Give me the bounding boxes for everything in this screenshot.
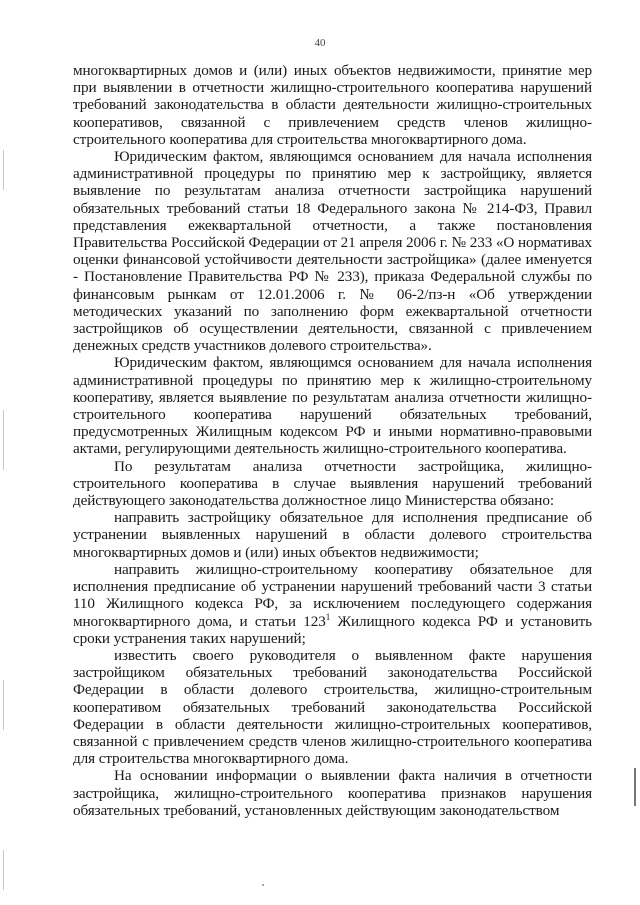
paragraph-continuation [73,62,592,148]
paragraph-based-on-information [73,767,592,819]
paragraph-text: По результатам анализа отчетности застройщика, жилищно-строительного кооператива в случае выявления нарушений требований действующего законодательства должностное лицо Министерства обязано: [73,457,592,510]
superscript: 1 [325,611,331,622]
scan-edge-mark [3,680,4,730]
paragraph-notify-head [73,647,592,767]
page-number: 40 [314,37,326,49]
paragraph-legal-fact-cooperative [73,354,592,457]
paragraph-order-developer [73,509,592,561]
scan-edge-mark [3,150,4,190]
paragraph-text: известить своего руководителя о выявленном факте нарушения застройщиком обязательных требований законодательства Российской Федерации в области долевого строительства, жилищно-строительным кооперативом обязательных требований законодательства Российской Федерации в области деятельности жилищно-строительных кооперативов, связанной с привлечением средств членов жилищно-строительного кооператива для строительства многоквартирного дома. [73,646,592,768]
paragraph-order-cooperative [73,561,592,647]
paragraph-text: Юридическим фактом, являющимся основанием для начала исполнения административной процедуры по принятию мер к застройщику, является выявление по результатам анализа отчетности застройщика нарушений обязательных требований статьи 18 Федерального закона № 214-ФЗ, Правил представления ежеквартальной отчетности, а также постановления Правительства Российской Федерации от 21 апреля 2006 г. № 233 «О нормативах оценки финансовой устойчивости деятельности застройщика» (далее именуется - Постановление Правительства РФ № 233), приказа Федеральной службы по финансовым рынкам от 12.01.2006 г. № 06-2/пз-н «Об утверждении методических указаний по заполнению форм ежеквартальной отчетности застройщиков об осуществлении деятельности, связанной с привлечением денежных средств участников долевого строительства». [73,148,592,355]
paragraph-legal-fact-developer [73,148,592,354]
paragraph-text-after: Жилищного кодекса РФ и установить сроки устранения таких нарушений; [73,612,592,647]
paragraph-text: Юридическим фактом, являющимся основанием для начала исполнения административной процедуры по принятию мер к жилищно-строительному кооперативу, является выявление по результатам анализа отчетности жилищно-строительного кооператива нарушений обязательных требований, предусмотренных Жилищным кодексом РФ и иными нормативно-правовыми актами, регулирующими деятельность жилищно-строительного кооператива. [73,354,592,458]
scan-edge-mark [3,850,4,890]
scan-edge-mark [3,410,4,470]
scan-edge-mark [634,768,636,806]
document-body [73,62,592,819]
paragraph-text: направить застройщику обязательное для исполнения предписание об устранении выявленных нарушений в области долевого строительства многоквартирных домов и (или) иных объектов недвижимости; [73,509,592,561]
scan-speck [262,884,264,886]
paragraph-text: На основании информации о выявлении факта наличия в отчетности застройщика, жилищно-строительного кооператива признаков нарушения обязательных требований, установленных действующим законодательством [73,767,592,819]
paragraph-text: многоквартирных домов и (или) иных объектов недвижимости, принятие мер при выявлении в отчетности жилищно-строительного кооператива нарушений требований законодательства в области деятельности жилищно-строительных кооперативов, связанной с привлечением средств членов жилищно-строительного кооператива для строительства многоквартирного дома. [73,62,592,148]
paragraph-official-obligations [73,458,592,510]
paragraph-text: направить жилищно-строительному кооперативу обязательное для исполнения предписание об устранении нарушений требований части 3 статьи 110 Жилищного кодекса РФ, за исключением последующего содержания многоквартирного дома, и статьи 123 [73,560,592,630]
